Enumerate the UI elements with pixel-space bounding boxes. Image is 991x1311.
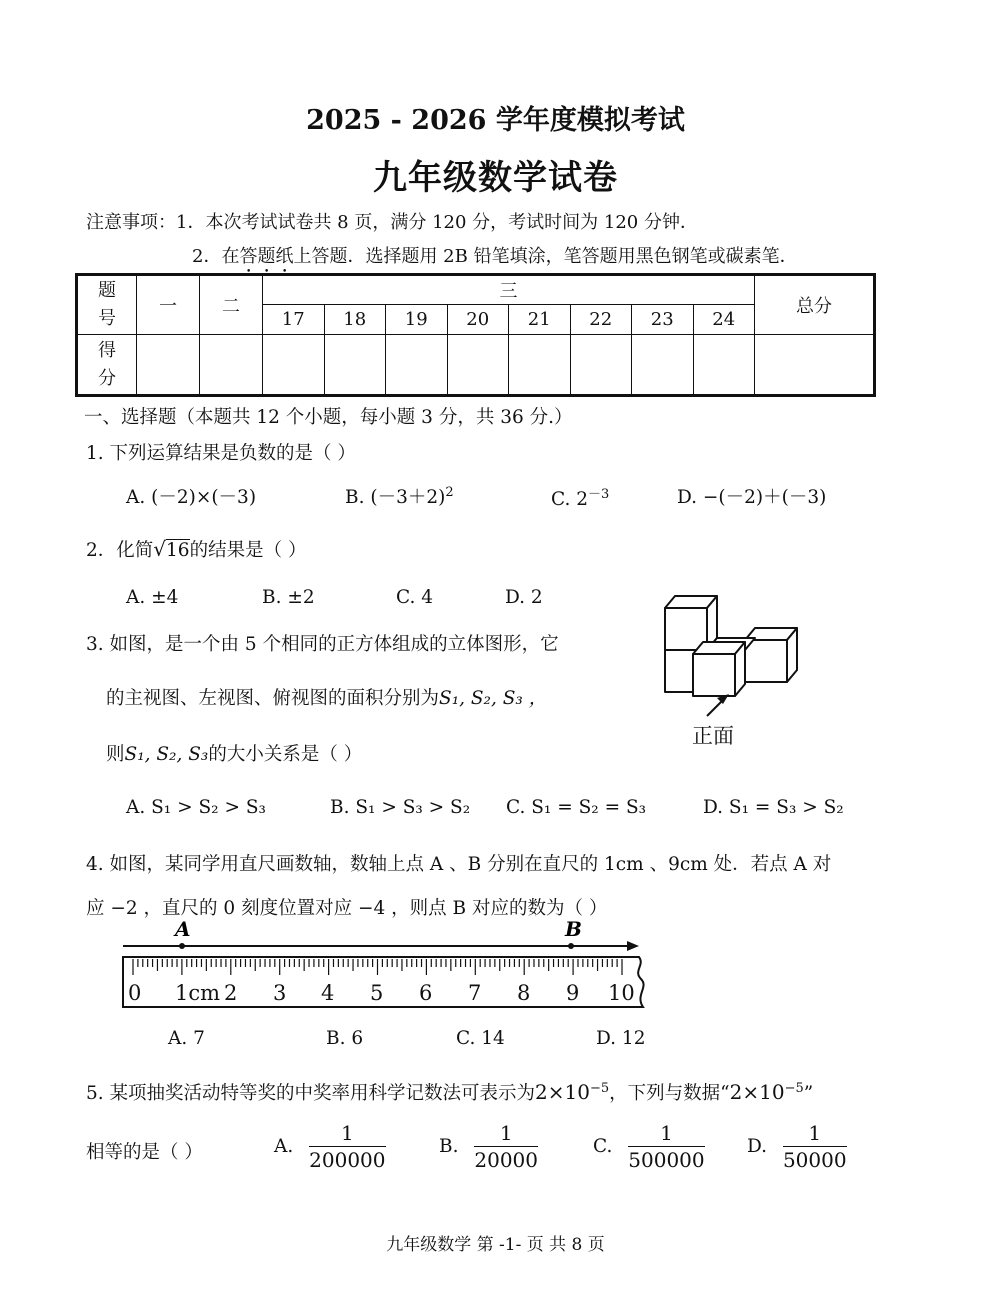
col-header-1: 一 <box>137 275 200 335</box>
exam-title: 2025 - 2026 学年度模拟考试 <box>306 105 685 136</box>
q3-line-3: 则S₁, S₂, S₃的大小关系是（ ） <box>106 744 363 765</box>
q2-option-b: B. ±2 <box>262 587 315 608</box>
score-cell[interactable] <box>632 335 694 396</box>
paper-subtitle: 九年级数学试卷 <box>373 158 618 198</box>
cube-figure <box>655 588 845 753</box>
ruler-label: 10 <box>608 981 635 1005</box>
score-cell[interactable] <box>570 335 632 396</box>
q1-option-b: B. $(-3+2)^2$ <box>345 484 454 508</box>
score-cell[interactable] <box>386 335 448 396</box>
point-a-label: A <box>175 917 191 941</box>
ruler-label: 7 <box>468 981 482 1005</box>
sub-header-22: 22 <box>570 305 632 335</box>
score-cell[interactable] <box>200 335 263 396</box>
sub-header-23: 23 <box>632 305 694 335</box>
ruler-label: 0 <box>128 981 142 1005</box>
q2-option-c: C. 4 <box>396 587 434 608</box>
q5-option-a: A. $\frac{1}{200000}$ <box>274 1121 386 1172</box>
ruler-figure <box>115 915 675 1015</box>
score-cell[interactable] <box>324 335 386 396</box>
page-footer: 九年级数学 第 -1- 页 共 8 页 <box>386 1235 605 1255</box>
sub-header-17: 17 <box>263 305 325 335</box>
q5-option-b: B. $\frac{1}{20000}$ <box>439 1121 538 1172</box>
point-b-dot <box>568 943 574 949</box>
ruler-label: 1cm <box>175 981 221 1005</box>
q1-option-d: D. −(－2)＋(－3) <box>677 487 827 508</box>
q4-option-c: C. 14 <box>456 1028 505 1049</box>
ruler-label: 6 <box>419 981 433 1005</box>
q3-option-d: D. S₁ = S₃ > S₂ <box>703 797 844 818</box>
notes-label: 注意事项： <box>86 212 176 233</box>
notes-line-1 <box>86 208 698 234</box>
ruler-label: 3 <box>273 981 287 1005</box>
q3-option-b: B. S₁ > S₃ > S₂ <box>330 797 471 818</box>
score-cell[interactable] <box>755 335 875 396</box>
axis-arrow-icon <box>627 941 639 951</box>
q3-line-1: 3. 如图，是一个由 5 个相同的正方体组成的立体图形，它 <box>86 634 559 655</box>
notes-item-2-emphasis: 答题纸 <box>239 246 294 267</box>
sub-header-20: 20 <box>447 305 509 335</box>
score-table <box>75 273 876 397</box>
defen-header: 得 分 <box>77 335 137 396</box>
q3-option-a: A. S₁ > S₂ > S₃ <box>126 797 266 818</box>
front-arrow <box>707 694 729 716</box>
col-header-3: 三 <box>263 275 755 305</box>
q4-line-2: 应 −2 ，直尺的 0 刻度位置对应 −4 ，则点 B 对应的数为（ ） <box>86 898 608 919</box>
point-a-dot <box>179 943 185 949</box>
score-cell[interactable] <box>263 335 325 396</box>
notes-item-1: 1．本次考试试卷共 8 页，满分 120 分，考试时间为 120 分钟． <box>176 212 698 233</box>
tihao-header: 题 号 <box>77 275 137 335</box>
sub-header-21: 21 <box>509 305 571 335</box>
q5-option-c: C. $\frac{1}{500000}$ <box>593 1121 705 1172</box>
q3-line-2: 的主视图、左视图、俯视图的面积分别为S₁, S₂, S₃ ， <box>106 688 548 709</box>
score-cell[interactable] <box>509 335 571 396</box>
q2-stem: 2．化简√16的结果是（ ） <box>86 537 307 561</box>
ruler-label: 4 <box>321 981 335 1005</box>
score-cell[interactable] <box>137 335 200 396</box>
point-b-label: B <box>565 917 582 941</box>
q4-option-d: D. 12 <box>596 1028 646 1049</box>
q4-option-b: B. 6 <box>326 1028 364 1049</box>
q1-option-a: A. (－2)×(－3) <box>126 487 257 508</box>
q3-option-c: C. S₁ = S₂ = S₃ <box>506 797 647 818</box>
ruler-label: 8 <box>517 981 531 1005</box>
q4-option-a: A. 7 <box>168 1028 205 1049</box>
col-header-2: 二 <box>200 275 263 335</box>
section-1-heading: 一、选择题（本题共 12 个小题，每小题 3 分，共 36 分.） <box>84 407 573 428</box>
notes-item-2-suffix: 上答题．选择题用 2B 铅笔填涂，笔答题用黑色钢笔或碳素笔． <box>293 246 798 267</box>
notes-line-2 <box>192 242 798 277</box>
total-header: 总分 <box>755 275 875 335</box>
notes-item-2-prefix: 2．在 <box>192 246 240 267</box>
q1-stem: 1. 下列运算结果是负数的是（ ） <box>86 443 356 464</box>
q5-line-2: 相等的是（ ） <box>86 1142 203 1163</box>
sub-header-19: 19 <box>386 305 448 335</box>
ruler-label: 2 <box>224 981 238 1005</box>
q5-line-1: 5. 某项抽奖活动特等奖的中奖率用科学记数法可表示为$2\times 10^{-5}$，下列与数据“$2\times 10^{-5}$” <box>86 1080 814 1104</box>
sub-header-18: 18 <box>324 305 386 335</box>
q4-line-1: 4. 如图，某同学用直尺画数轴，数轴上点 A 、B 分别在直尺的 1cm 、9cm 处．若点 A 对 <box>86 854 832 875</box>
ruler-label: 5 <box>370 981 384 1005</box>
q1-option-c: C. $2^{-3}$ <box>551 487 610 511</box>
score-cell[interactable] <box>447 335 509 396</box>
sub-header-24: 24 <box>693 305 755 335</box>
figure-label-front: 正面 <box>692 724 734 748</box>
q2-option-a: A. ±4 <box>126 587 179 608</box>
q2-option-d: D. 2 <box>505 587 543 608</box>
score-cell[interactable] <box>693 335 755 396</box>
ruler-label: 9 <box>566 981 580 1005</box>
q5-option-d: D. $\frac{1}{50000}$ <box>747 1121 847 1172</box>
